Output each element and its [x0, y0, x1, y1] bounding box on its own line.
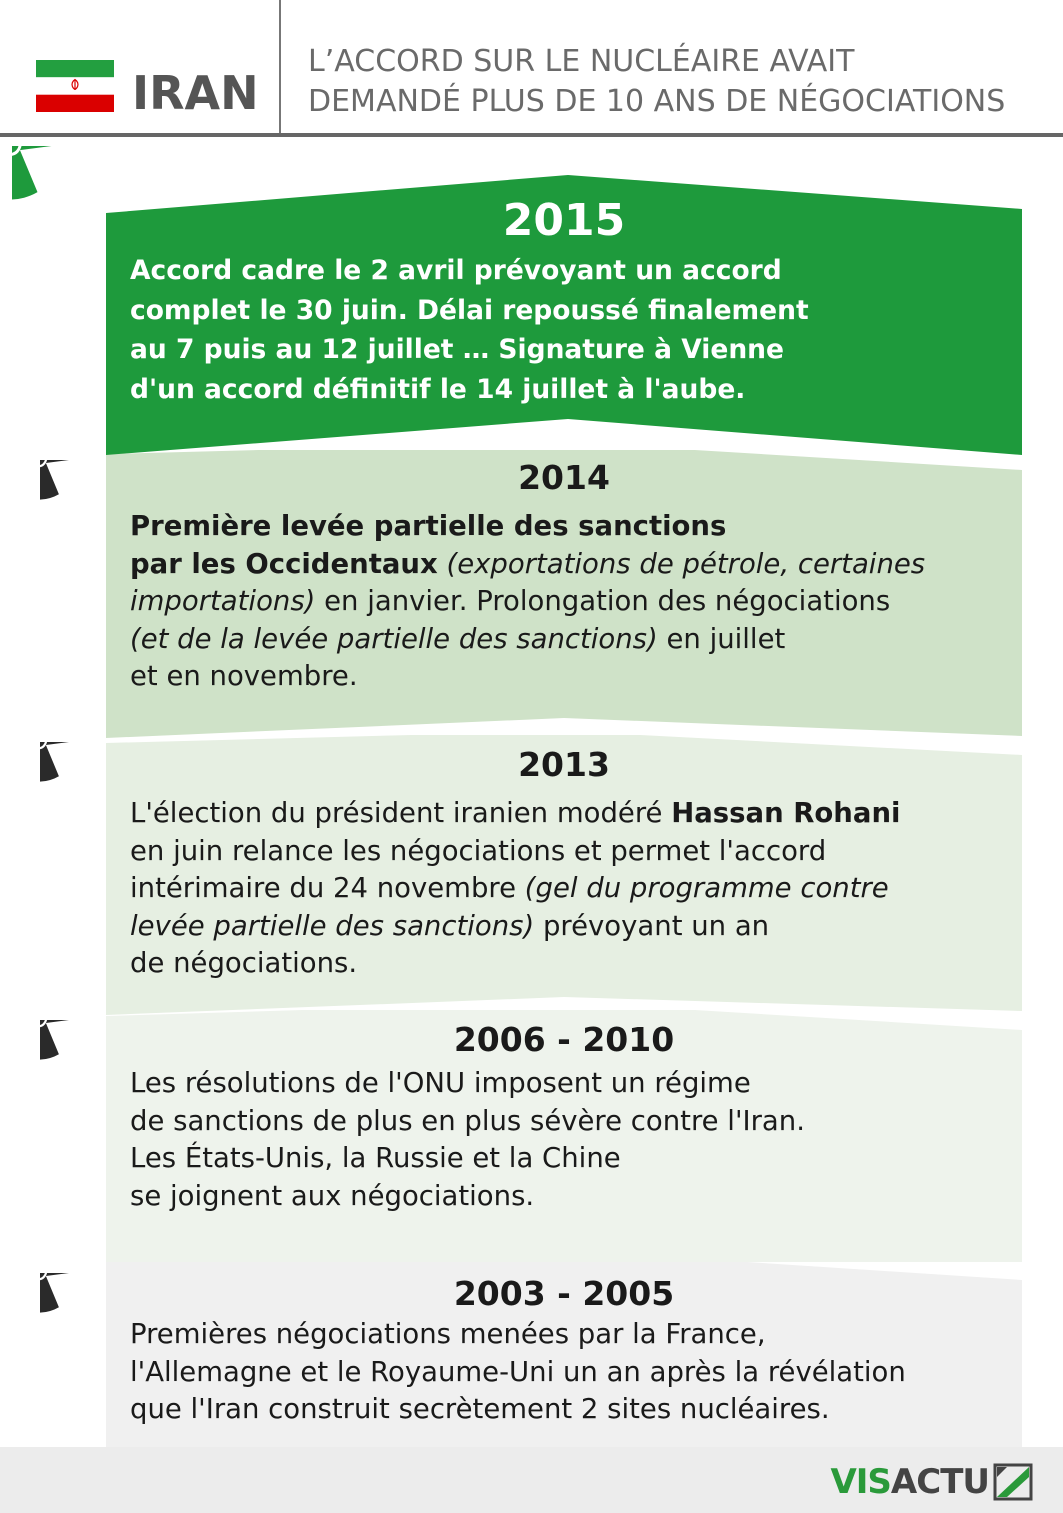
- desc-line: que l'Iran construit secrètement 2 sites nucléaires.: [130, 1393, 830, 1425]
- entry-description: [130, 251, 1010, 409]
- desc-line: se joignent aux négociations.: [130, 1179, 535, 1212]
- desc-line: Les résolutions de l'ONU imposent un régime: [130, 1067, 751, 1099]
- country-title: IRAN: [132, 66, 259, 120]
- timeline-entry-2006-2010: [106, 1010, 1022, 1262]
- headline-line-2: DEMANDÉ PLUS DE 10 ANS DE NÉGOCIATIONS: [308, 84, 1006, 119]
- logo-actu: ACTU: [890, 1462, 989, 1502]
- desc-line: [130, 870, 1010, 908]
- page-headline: [308, 42, 1005, 122]
- desc-line: [130, 908, 1010, 946]
- text-normal: prévoyant un an: [534, 909, 770, 942]
- iran-flag-icon: [36, 60, 114, 112]
- desc-line: [130, 546, 1010, 584]
- entry-description: [130, 1316, 1010, 1429]
- text-bold: Première levée partielle des sanctions: [130, 510, 727, 542]
- text-normal: en janvier. Prolongation des négociations: [315, 585, 891, 617]
- desc-line: de négociations.: [130, 947, 358, 979]
- text-italic: (et de la levée partielle des sanctions): [130, 622, 658, 655]
- entry-year: 2014: [518, 458, 610, 497]
- desc-line: l'Allemagne et le Royaume-Uni un an après la révélation: [130, 1355, 906, 1388]
- desc-line: au 7 puis au 12 juillet … Signature à Vienne: [130, 334, 785, 365]
- entry-description: [130, 795, 1010, 983]
- entry-year: 2006 - 2010: [453, 1020, 675, 1059]
- header-divider: [279, 0, 281, 133]
- desc-line: de sanctions de plus en plus sévère contre l'Iran.: [130, 1104, 805, 1137]
- visactu-logo: [830, 1462, 1033, 1502]
- logo-mark-icon: [993, 1463, 1033, 1501]
- desc-line: [130, 583, 1010, 621]
- desc-line: et en novembre.: [130, 660, 358, 692]
- desc-line: [130, 508, 1010, 546]
- desc-line: [130, 795, 1010, 833]
- timeline-entry-2013: [106, 735, 1022, 1015]
- entry-description: [130, 1065, 1010, 1215]
- text-normal: L'élection du président iranien modéré: [130, 797, 672, 829]
- timeline-entry-2014: [106, 450, 1022, 740]
- logo-vis: VIS: [830, 1462, 891, 1502]
- entry-year: 2015: [502, 195, 626, 246]
- timeline-entry-2003-2005: [106, 1262, 1022, 1448]
- desc-line: Les États-Unis, la Russie et la Chine: [130, 1142, 621, 1174]
- desc-line: Premières négociations menées par la France,: [130, 1318, 766, 1350]
- header-rule: [0, 133, 1063, 137]
- entry-year: 2013: [518, 745, 610, 784]
- text-italic: (exportations de pétrole, certaines: [437, 547, 926, 580]
- text-bold: Hassan Rohani: [671, 797, 901, 829]
- entry-description: [130, 508, 1010, 696]
- text-italic: (gel du programme contre: [524, 872, 889, 904]
- entry-year: 2003 - 2005: [453, 1274, 675, 1313]
- header: [0, 0, 1063, 133]
- desc-line: en juin relance les négociations et permet l'accord: [130, 834, 827, 867]
- text-bold: par les Occidentaux: [130, 547, 438, 580]
- desc-line: Accord cadre le 2 avril prévoyant un accord: [130, 255, 782, 286]
- desc-line: complet le 30 juin. Délai repoussé finalement: [130, 294, 809, 326]
- desc-line: [130, 621, 1010, 659]
- text-normal: intérimaire du 24 novembre: [130, 872, 525, 904]
- timeline-entry-2015: [106, 175, 1022, 457]
- text-italic: importations): [130, 585, 316, 617]
- text-normal: en juillet: [657, 622, 786, 655]
- headline-line-1: L’ACCORD SUR LE NUCLÉAIRE AVAIT: [308, 44, 855, 79]
- text-italic: levée partielle des sanctions): [130, 909, 535, 942]
- desc-line: d'un accord définitif le 14 juillet à l'aube.: [130, 373, 746, 405]
